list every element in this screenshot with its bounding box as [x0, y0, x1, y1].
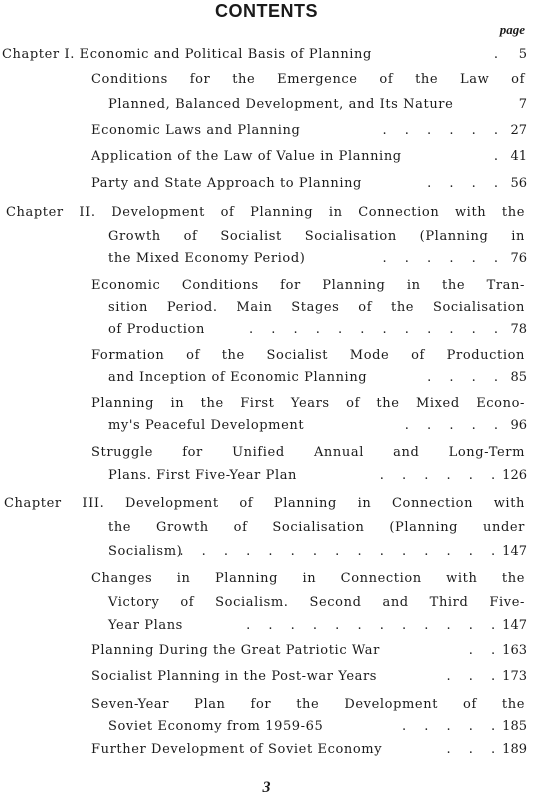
toc-line [91, 642, 527, 660]
toc-line [108, 519, 527, 537]
toc-line [91, 741, 527, 759]
toc-page-number: 41 [510, 149, 527, 164]
toc-line [2, 46, 527, 64]
toc-entry-title: sition Period. Main Stages of the Socialisation [108, 300, 525, 315]
dot-leader: . . . . . . . . . . . . [246, 618, 503, 633]
toc-entry-title: Party and State Approach to Planning [91, 176, 362, 191]
toc-entry-title: Planning in the First Years of the Mixed Econo- [91, 396, 525, 411]
dot-leader: . . . . . [404, 418, 505, 433]
toc-line [108, 594, 527, 612]
toc-page-number: 147 [502, 544, 527, 559]
toc-line [91, 347, 527, 365]
toc-entry-title: Economic Laws and Planning [91, 123, 301, 138]
dot-leader: . . . . . . . . . . . . [248, 322, 505, 337]
toc-page-number: 85 [510, 370, 527, 385]
toc-line [108, 617, 527, 635]
toc-page-number: 78 [510, 322, 527, 337]
toc-entry-title: Plans. First Five-Year Plan [108, 468, 298, 483]
toc-entry-title: Victory of Socialism. Second and Third Five- [108, 595, 525, 610]
toc-entry-title: Further Development of Soviet Economy [91, 742, 383, 757]
toc-page-number: 5 [518, 47, 527, 62]
dot-leader: . . . [446, 742, 503, 757]
page-number: 3 [262, 779, 271, 796]
toc-line [91, 175, 527, 193]
toc-page-number: 189 [502, 742, 527, 757]
toc-line [91, 668, 527, 686]
dot-leader: . . . . . [401, 719, 503, 734]
toc-line [91, 71, 527, 89]
toc-line [108, 228, 527, 246]
toc-entry-title: Conditions for the Emergence of the Law of [91, 72, 525, 87]
dot-leader: . . . . . . [379, 468, 503, 483]
dot-leader: . . [468, 643, 503, 658]
dot-leader: . . . . [427, 176, 505, 191]
dot-leader: . . . . . . . . . . . . . . . [179, 544, 503, 559]
toc-line [91, 696, 527, 714]
dot-leader: . . . . . . [382, 123, 505, 138]
toc-line [91, 444, 527, 462]
toc-line [108, 250, 527, 268]
toc-entry-title: the Mixed Economy Period) [108, 251, 306, 266]
toc-line [108, 467, 527, 485]
dot-leader: . [493, 47, 505, 62]
toc-page-number: 163 [502, 643, 527, 658]
toc-page-number: 76 [510, 251, 527, 266]
toc-line [108, 543, 527, 561]
toc-entry-title: Planning During the Great Patriotic War [91, 643, 380, 658]
toc-entry-title: Economic Conditions for Planning in the Tran- [91, 278, 525, 293]
toc-entry-title: of Production [108, 322, 205, 337]
toc-entry-title: Struggle for Unified Annual and Long-Term [91, 445, 525, 460]
toc-line [91, 570, 527, 588]
toc-page-number: 56 [510, 176, 527, 191]
toc-page-number: 27 [510, 123, 527, 138]
dot-leader: . . . . . . [382, 251, 505, 266]
dot-leader: . . . . [427, 370, 505, 385]
toc-line [108, 96, 527, 114]
toc-line [108, 369, 527, 387]
toc-line [91, 395, 527, 413]
toc-line [91, 122, 527, 140]
dot-leader: . [493, 149, 505, 164]
toc-entry-title: Chapter I. Economic and Political Basis of Planning [2, 47, 372, 62]
toc-line [108, 299, 527, 317]
toc-entry-title: my's Peaceful Development [108, 418, 305, 433]
toc-line [108, 321, 527, 339]
toc-entry-title: Formation of the Socialist Mode of Production [91, 348, 525, 363]
toc-entry-title: Chapter II. Development of Planning in Connection with the [6, 205, 525, 220]
toc-line [91, 277, 527, 295]
toc-page-number: 173 [502, 669, 527, 684]
dot-leader: . . . [446, 669, 503, 684]
toc-entry-title: Year Plans [108, 618, 183, 633]
toc-line [4, 495, 527, 513]
toc-page-number: 96 [510, 418, 527, 433]
toc-entry-title: Changes in Planning in Connection with the [91, 571, 525, 586]
toc-line [6, 204, 527, 222]
toc-entry-title: Socialism) [108, 544, 183, 559]
toc-entry-title: Application of the Law of Value in Planning [91, 149, 402, 164]
toc-entry-title: Growth of Socialist Socialisation (Planning in [108, 229, 525, 244]
toc-entry-title: Socialist Planning in the Post-war Years [91, 669, 378, 684]
contents-heading: CONTENTS [215, 1, 318, 21]
toc-page-number: 147 [502, 618, 527, 633]
toc-line [91, 148, 527, 166]
toc-line [108, 718, 527, 736]
toc-entry-title: Planned, Balanced Development, and Its Nature [108, 97, 454, 112]
toc-entry-title: Soviet Economy from 1959-65 [108, 719, 324, 734]
toc-line [108, 417, 527, 435]
toc-page-number: 126 [502, 468, 527, 483]
toc-entry-title: the Growth of Socialisation (Planning under [108, 520, 525, 535]
toc-page-number: 7 [518, 97, 527, 112]
toc-entry-title: and Inception of Economic Planning [108, 370, 368, 385]
toc-entry-title: Seven-Year Plan for the Development of the [91, 697, 525, 712]
page-column-label: page [499, 22, 525, 37]
toc-page-number: 185 [502, 719, 527, 734]
toc-entry-title: Chapter III. Development of Planning in Connection with [4, 496, 525, 511]
